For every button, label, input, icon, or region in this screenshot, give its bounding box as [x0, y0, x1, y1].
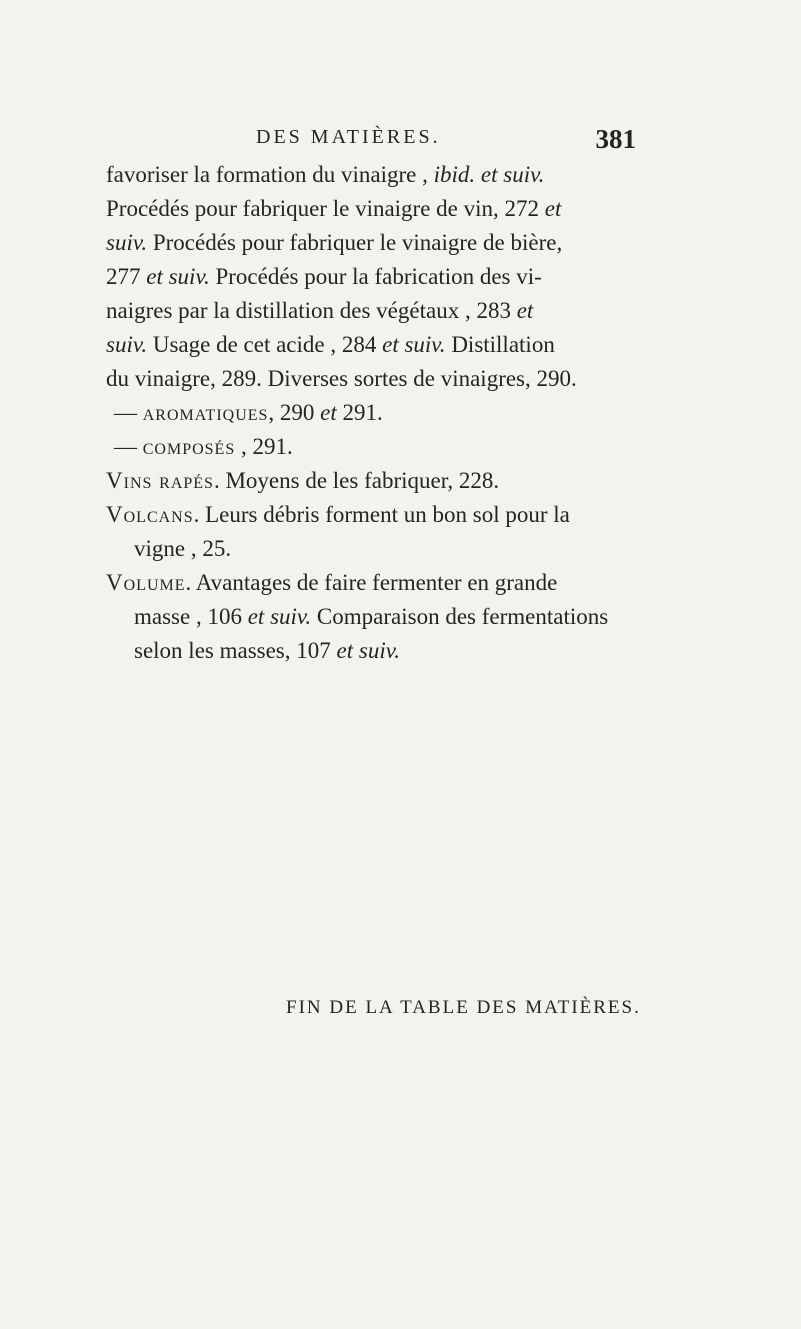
text-run: . Avantages de faire fermenter en grande: [185, 570, 558, 595]
entry-term: composés: [142, 434, 236, 459]
text-run: , 291.: [235, 434, 293, 459]
italic-run: suiv.: [106, 332, 148, 357]
entry-term: Volcans: [106, 502, 194, 527]
italic-run: et suiv.: [382, 332, 446, 357]
index-line: [106, 294, 704, 328]
index-line: [106, 328, 704, 362]
italic-run: et suiv.: [336, 638, 400, 663]
running-title: DES MATIÈRES.: [256, 126, 441, 148]
text-run: Comparaison des fermentations: [311, 604, 609, 629]
italic-run: et suiv.: [146, 264, 210, 289]
index-text: [106, 158, 704, 668]
entry-term: Vins rapés: [106, 468, 214, 493]
text-run: Procédés pour fabriquer le vinaigre de bière,: [147, 230, 563, 255]
italic-run: ibid. et suiv.: [433, 162, 545, 187]
text-run: 277: [106, 264, 147, 289]
index-line: [106, 600, 704, 634]
italic-run: et: [320, 400, 337, 425]
text-run: masse , 106: [134, 604, 248, 629]
index-line: [106, 158, 704, 192]
index-line: [106, 634, 704, 668]
index-subentry: [106, 396, 704, 430]
text-run: naigres par la distillation des végétaux , 283: [106, 298, 517, 323]
dash: —: [114, 400, 143, 425]
text-run: , 290: [268, 400, 321, 425]
dash: —: [114, 434, 143, 459]
italic-run: et: [516, 298, 534, 323]
index-line: [106, 226, 704, 260]
index-line: du vinaigre, 289. Diverses sortes de vinaigres, 290.: [106, 366, 577, 391]
text-run: favoriser la formation du vinaigre ,: [106, 162, 434, 187]
text-run: Usage de cet acide , 284: [147, 332, 383, 357]
entry-term: Volume: [106, 570, 186, 595]
text-run: Procédés pour fabriquer le vinaigre de vin, 272: [106, 196, 545, 221]
text-run: 291.: [336, 400, 383, 425]
italic-run: et: [544, 196, 562, 221]
italic-run: suiv.: [106, 230, 148, 255]
text-run: Distillation: [445, 332, 555, 357]
text-run: . Moyens de les fabriquer, 228.: [213, 468, 500, 493]
index-entry: [106, 498, 704, 532]
index-line: [106, 192, 704, 226]
text-run: . Leurs débris forment un bon sol pour la: [193, 502, 570, 527]
entry-term: aromatiques: [142, 400, 269, 425]
index-line: [106, 260, 704, 294]
index-subentry: [106, 430, 704, 464]
italic-run: et suiv.: [247, 604, 312, 629]
text-run: selon les masses, 107: [134, 638, 337, 663]
index-entry: [106, 464, 704, 498]
index-entry: [106, 566, 704, 600]
page-number: 381: [595, 124, 636, 154]
end-of-table-note: FIN DE LA TABLE DES MATIÈRES.: [286, 997, 641, 1018]
index-line: vigne , 25.: [134, 536, 232, 561]
text-run: Procédés pour la fabrication des vi-: [209, 264, 542, 289]
